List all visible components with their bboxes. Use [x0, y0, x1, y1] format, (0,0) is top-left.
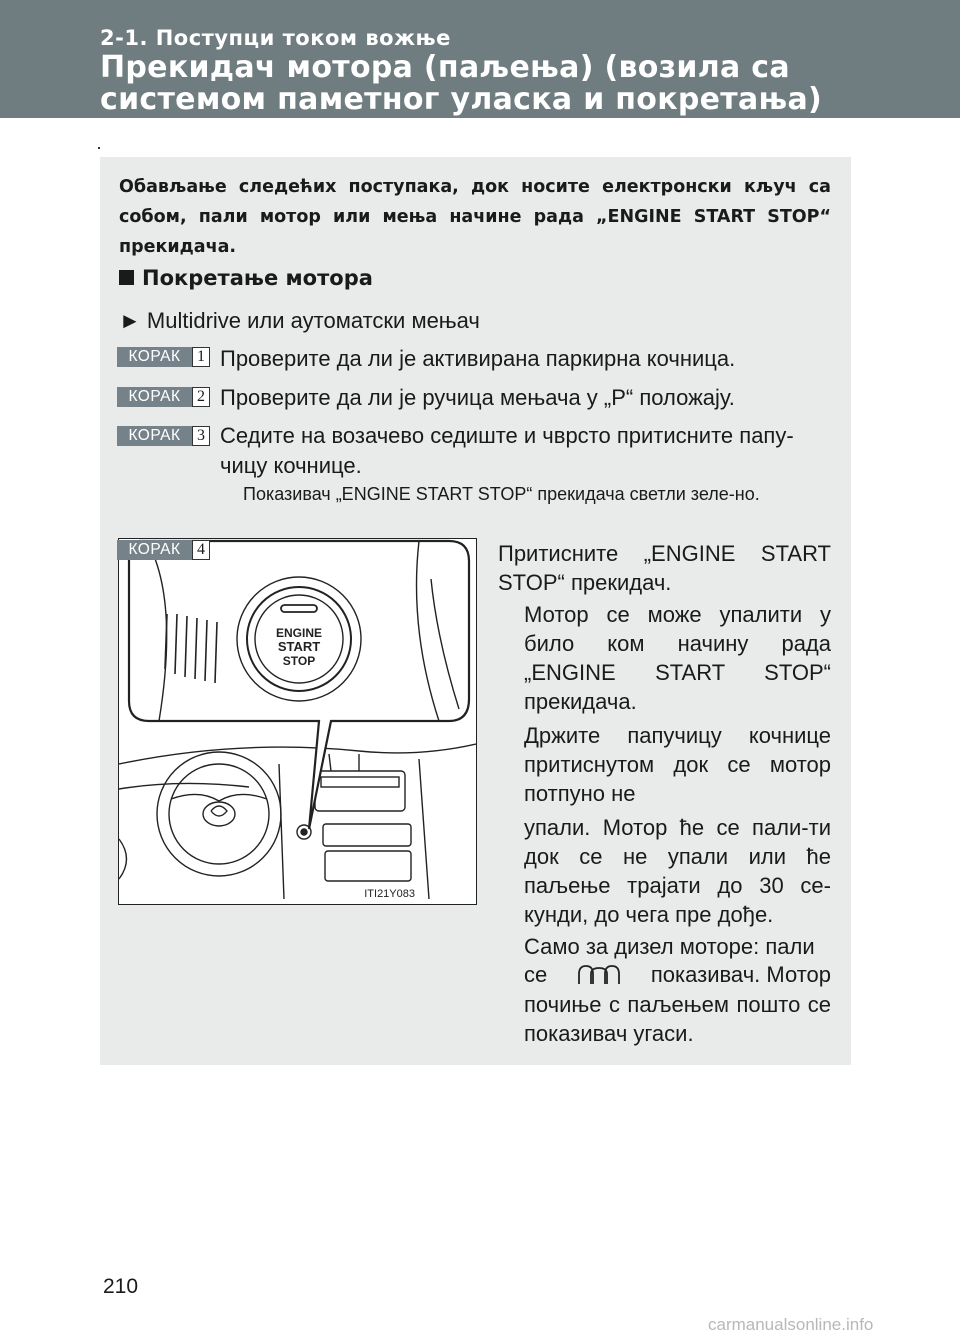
- step-label: КОРАК: [117, 387, 192, 407]
- step-4-note-1: Мотор се може упалити у било ком начину рада „ENGINE START STOP“ прекидача.: [524, 602, 831, 714]
- step-4-text: Притисните „ENGINE START STOP“ прекидач.: [498, 541, 831, 595]
- step-badge-2: [117, 387, 210, 407]
- step-2-text: Проверите да ли је ручица мењача у „P“ положају.: [220, 385, 735, 410]
- step-1-text: Проверите да ли је активирана паркирна кочница.: [220, 346, 736, 371]
- step-3-line-2: чицу кочнице.: [220, 453, 362, 478]
- title-line-2: системом паметног уласка и покретања): [100, 82, 823, 117]
- step-badge-3: [117, 426, 210, 446]
- dashboard-illustration: [118, 538, 477, 905]
- glow-plug-indicator-icon: [573, 962, 625, 988]
- diesel-indicator-line: [524, 960, 831, 989]
- watermark: carmanualsonline.info: [708, 1315, 874, 1334]
- subheading: Покретање мотора: [119, 266, 373, 290]
- dashboard-drawing: [119, 539, 476, 904]
- step-3-note: Показивач „ENGINE START STOP“ прекидача светли зеле-но.: [243, 484, 760, 504]
- step-number: 3: [192, 426, 210, 446]
- step-4-note-4: Само за дизел моторе: пали: [524, 934, 815, 959]
- step-label: КОРАК: [117, 426, 192, 446]
- diesel-line-start: се: [524, 962, 548, 987]
- section-label: 2-1. Поступци током вожње: [100, 26, 451, 50]
- dashboard-scene: [119, 744, 476, 899]
- step-4-note-3: упали. Мотор ће се пали-ти док се не упали или ће паљење трајати до 30 се-кунди, до чега пре дође.: [524, 815, 831, 927]
- step-number: 2: [192, 387, 210, 407]
- square-bullet-icon: [119, 270, 134, 285]
- button-text-stop: STOP: [282, 654, 316, 668]
- step-badge-1: [117, 347, 210, 367]
- button-text-start: START: [277, 639, 321, 654]
- callout-bubble: [129, 541, 469, 829]
- step-label: КОРАК: [117, 540, 192, 560]
- step-3-line-1: Седите на возачево седиште и чврсто притисните папу-: [220, 423, 794, 448]
- variant-label: ► Multidrive или аутоматски мењач: [119, 308, 480, 333]
- intro-text: Обављање следећих поступака, док носите електронски кључ са собом, пали мотор или мења начине рада „ENGINE START STOP“ прекидача.: [119, 177, 831, 257]
- step-4-note-2: Држите папучицу кочнице притиснутом док се мотор потпуно не: [524, 723, 831, 806]
- button-text-engine: ENGINE: [275, 626, 323, 640]
- step-label: КОРАК: [117, 347, 192, 367]
- button-label: [276, 626, 322, 668]
- title-line-1: Прекидач мотора (паљења) (возила са: [100, 50, 790, 85]
- stray-dot: [98, 147, 100, 149]
- step-number: 4: [192, 540, 210, 560]
- page-title: [100, 52, 822, 116]
- step-3-text: [220, 421, 831, 481]
- step-badge-4: [117, 540, 210, 560]
- diesel-tail: почиње с паљењем пошто се показивач угаси.: [524, 992, 831, 1046]
- figure-code: ITI21Y083: [364, 888, 415, 900]
- page-header: [0, 0, 960, 118]
- step-number: 1: [192, 347, 210, 367]
- diesel-line-end: показивач. Мотор: [650, 962, 831, 987]
- page-number: 210: [103, 1275, 139, 1298]
